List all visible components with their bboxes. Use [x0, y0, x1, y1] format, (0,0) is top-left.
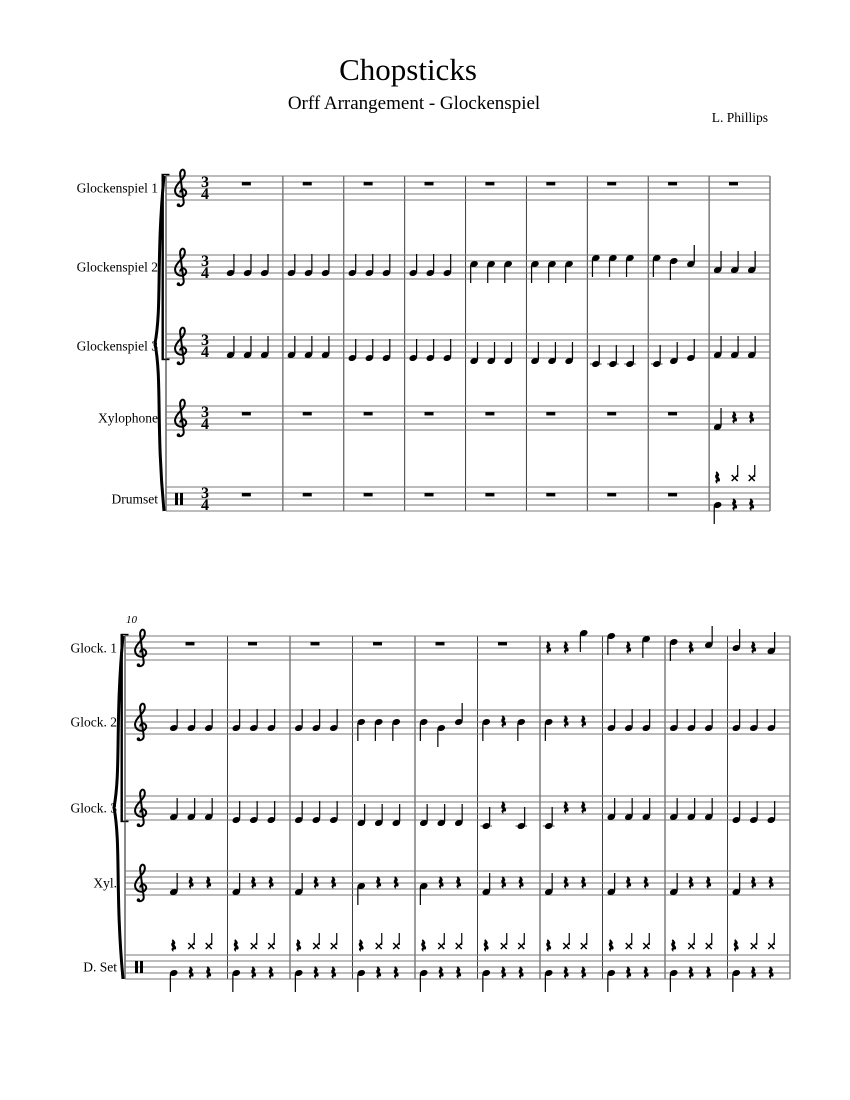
measure: [546, 629, 588, 654]
measure: [590, 345, 636, 368]
staff-glockenspiel-3: [77, 328, 770, 368]
quarter-rest: [546, 939, 551, 952]
quarter-rest: [609, 939, 614, 952]
staff-label: Glockenspiel 3: [76, 338, 158, 354]
measure: [669, 873, 711, 896]
measure: [425, 493, 434, 496]
time-signature-numerator: 3: [201, 404, 209, 421]
whole-measure-rest: [303, 493, 312, 496]
measure: [607, 182, 616, 185]
quarter-rest: [484, 939, 489, 952]
measure: [294, 801, 338, 824]
measure: [530, 260, 573, 283]
percussion-clef-icon: [175, 493, 178, 505]
quarter-rest: [715, 471, 720, 484]
staff-label: Glockenspiel 2: [76, 259, 158, 275]
whole-measure-rest: [364, 182, 373, 185]
staff-drumset: [112, 465, 771, 524]
whole-measure-rest: [668, 412, 677, 415]
measure: [169, 709, 213, 732]
measure: [169, 933, 212, 992]
measure: [607, 933, 650, 992]
glockenspiel-group-bracket: [162, 175, 164, 359]
whole-measure-rest: [668, 493, 677, 496]
quarter-rest: [234, 939, 239, 952]
whole-measure-rest: [373, 642, 382, 645]
measure: [469, 260, 512, 283]
quarter-rest: [171, 939, 176, 952]
whole-measure-rest: [303, 412, 312, 415]
measure: [294, 933, 337, 992]
measure: [311, 642, 320, 645]
measure: [669, 709, 713, 732]
quarter-rest: [296, 939, 301, 952]
measure: [498, 642, 507, 645]
measure: [242, 493, 251, 496]
measure: [713, 336, 756, 359]
time-signature-denominator: 4: [201, 186, 209, 203]
whole-measure-rest: [364, 412, 373, 415]
measure: [713, 251, 756, 274]
measure: [469, 342, 512, 365]
whole-measure-rest: [242, 182, 251, 185]
measure: [425, 182, 434, 185]
measure: [287, 336, 330, 359]
measure: [357, 876, 399, 905]
measure: [729, 182, 738, 185]
measure: [651, 339, 696, 368]
measure: [607, 493, 616, 496]
measure: [607, 873, 649, 896]
measure: [357, 718, 401, 741]
measure: [482, 873, 524, 896]
measure: [186, 642, 195, 645]
measure: [364, 412, 373, 415]
whole-measure-rest: [546, 412, 555, 415]
measure: [668, 493, 677, 496]
staff-label: D. Set: [83, 959, 117, 975]
measure: [669, 798, 713, 821]
measure: [546, 493, 555, 496]
time-signature-denominator: 4: [201, 497, 209, 514]
measure: [357, 933, 400, 992]
staff-label: Xylophone: [98, 410, 158, 426]
staff-glock-2: [71, 703, 791, 747]
whole-measure-rest: [485, 182, 494, 185]
whole-measure-rest: [607, 182, 616, 185]
staff-label: Glockenspiel 1: [76, 180, 158, 196]
staff-label: Xyl.: [93, 875, 117, 891]
measure: [732, 873, 774, 896]
measure: [713, 465, 755, 524]
quarter-rest: [671, 939, 676, 952]
measure: [303, 412, 312, 415]
measure: [419, 933, 462, 992]
measure: [287, 254, 330, 277]
measure: [419, 876, 461, 905]
measure: [226, 254, 269, 277]
whole-measure-rest: [364, 493, 373, 496]
whole-measure-rest: [425, 493, 434, 496]
measure: [546, 412, 555, 415]
measure: [591, 254, 634, 277]
measure: [482, 933, 525, 992]
measure: [485, 182, 494, 185]
percussion-clef-icon: [140, 961, 143, 973]
staff-label: Glock. 2: [70, 714, 117, 730]
measure: [425, 412, 434, 415]
staff-label: Glock. 3: [70, 800, 117, 816]
composer-credit: L. Phillips: [711, 110, 768, 125]
time-signature-numerator: 3: [201, 253, 209, 270]
time-signature-denominator: 4: [201, 344, 209, 361]
measure: [546, 182, 555, 185]
whole-measure-rest: [303, 182, 312, 185]
percussion-clef-icon: [135, 961, 138, 973]
whole-measure-rest: [425, 412, 434, 415]
measure: [652, 245, 695, 280]
time-signature-numerator: 3: [201, 332, 209, 349]
measure: [232, 873, 274, 896]
whole-measure-rest: [485, 412, 494, 415]
time-signature-numerator: 3: [201, 174, 209, 191]
percussion-clef-icon: [180, 493, 183, 505]
time-signature-denominator: 4: [201, 265, 209, 282]
measure: [544, 873, 586, 896]
staff-xylophone: [98, 400, 770, 437]
piece-title: Chopsticks: [339, 52, 477, 87]
whole-measure-rest: [498, 642, 507, 645]
staff-xyl: [93, 865, 790, 905]
measure: [294, 709, 338, 732]
measure: [409, 254, 452, 277]
measure: [436, 642, 445, 645]
glockenspiel-group-bracket: [121, 635, 123, 821]
whole-measure-rest: [485, 493, 494, 496]
whole-measure-rest: [607, 493, 616, 496]
measure: [242, 182, 251, 185]
staff-label: Drumset: [111, 491, 158, 507]
staff-d-set: [83, 933, 790, 992]
measure: [357, 804, 401, 827]
piece-subtitle: Orff Arrangement - Glockenspiel: [287, 93, 541, 114]
measure: [169, 798, 213, 821]
measure: [419, 804, 463, 827]
staff-glock-3: [71, 790, 791, 830]
measure: [543, 801, 586, 830]
whole-measure-rest: [248, 642, 257, 645]
measure: [409, 339, 452, 362]
measure: [668, 412, 677, 415]
quarter-rest: [734, 939, 739, 952]
measure: [713, 408, 754, 431]
measure: [348, 339, 391, 362]
measure: [364, 182, 373, 185]
measure: [248, 642, 257, 645]
bracket-tick: [121, 634, 129, 636]
whole-measure-rest: [242, 493, 251, 496]
staff-glockenspiel-1: [77, 170, 770, 207]
measure: [732, 709, 776, 732]
whole-measure-rest: [425, 182, 434, 185]
staff-glock-1: [71, 626, 791, 667]
measure: [485, 493, 494, 496]
system-2: [71, 614, 791, 992]
whole-measure-rest: [729, 182, 738, 185]
measure: [669, 933, 712, 992]
measure: [303, 493, 312, 496]
bracket-tick: [162, 174, 170, 176]
measure: [232, 709, 276, 732]
measure: [364, 493, 373, 496]
measure: [242, 412, 251, 415]
measure: [732, 801, 776, 824]
measure: [607, 709, 651, 732]
measure: [480, 801, 527, 830]
measure: [169, 873, 211, 896]
whole-measure-rest: [186, 642, 195, 645]
whole-measure-rest: [607, 412, 616, 415]
whole-measure-rest: [242, 412, 251, 415]
measure: [668, 182, 677, 185]
measure-number: 10: [126, 614, 137, 626]
whole-measure-rest: [668, 182, 677, 185]
staff-label: Glock. 1: [70, 640, 117, 656]
measure: [607, 412, 616, 415]
whole-measure-rest: [311, 642, 320, 645]
measure: [348, 254, 391, 277]
time-signature-denominator: 4: [201, 416, 209, 433]
measure: [294, 873, 336, 896]
whole-measure-rest: [546, 493, 555, 496]
quarter-rest: [359, 939, 364, 952]
measure: [232, 801, 276, 824]
system-1: [77, 170, 770, 524]
measure: [232, 933, 275, 992]
whole-measure-rest: [546, 182, 555, 185]
time-signature-numerator: 3: [201, 485, 209, 502]
whole-measure-rest: [436, 642, 445, 645]
measure: [373, 642, 382, 645]
quarter-rest: [421, 939, 426, 952]
measure: [226, 336, 269, 359]
measure: [530, 342, 573, 365]
measure: [732, 933, 775, 992]
measure: [303, 182, 312, 185]
staff-glockenspiel-2: [77, 245, 770, 286]
measure: [669, 626, 713, 661]
measure: [544, 933, 587, 992]
measure: [607, 798, 651, 821]
measure: [485, 412, 494, 415]
